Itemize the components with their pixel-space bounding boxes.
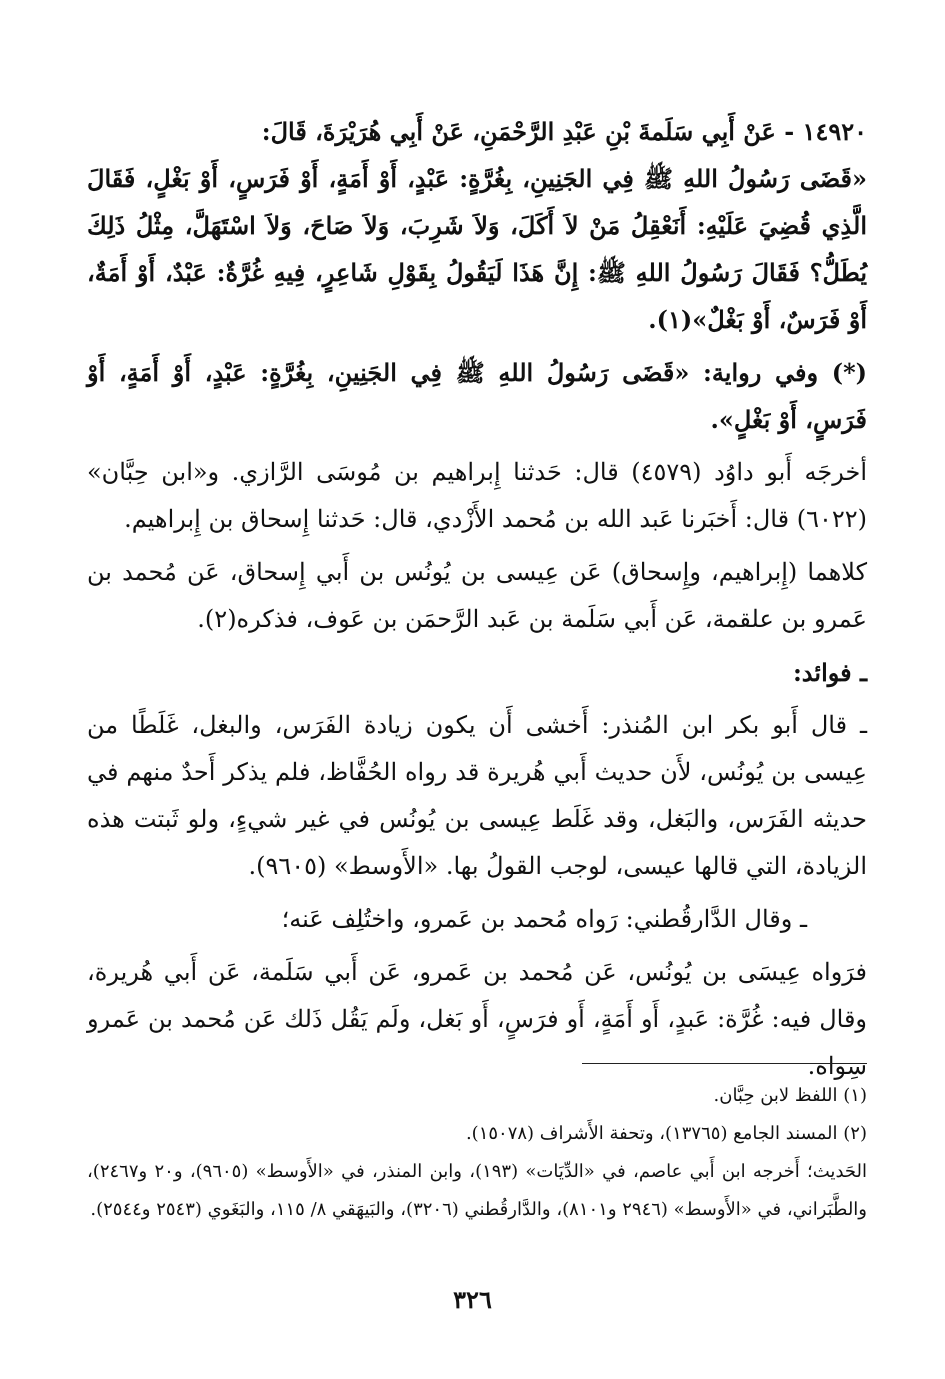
hadith-matn: «قَضَى رَسُولُ اللهِ ﷺ فِي الجَنِينِ، بِغُرَّةٍ: عَبْدٍ، أَوْ أَمَةٍ، أَوْ فَرَسٍ، أَوْ بَغْلٍ، فَقَالَ الَّذِي قُضِيَ عَلَيْهِ: أَنَعْقِلُ مَنْ لاَ أَكَلَ، وَلاَ شَرِبَ، وَلاَ صَاحَ، وَلاَ اسْتَهَلَّ، مِثْلُ ذَلِكَ يُطَلُّ؟ فَقَالَ رَسُولُ اللهِ ﷺ: إِنَّ هَذَا لَيَقُولُ بِقَوْلِ شَاعِرٍ، فِيهِ غُرَّةٌ: عَبْدٌ، أَوْ أَمَةٌ، أَوْ فَرَسٌ، أَوْ بَغْلٌ»(١). bbox=[87, 164, 867, 334]
fawaid-heading: ـ فوائد: bbox=[792, 658, 867, 687]
hadith-riwaya: (*) وفي رواية: «قَضَى رَسُولُ اللهِ ﷺ فِي الجَنِينِ، بِغُرَّةٍ: عَبْدٍ، أَوْ أَمَةٍ، أَوْ فَرَسٍ، أَوْ بَغْلٍ». bbox=[87, 358, 867, 434]
footnote-2: (٢) المسند الجامع (١٣٧٦٥)، وتحفة الأَشراف (١٥٠٧٨). bbox=[465, 1123, 867, 1144]
fawaid-paragraph-3: فرَواه عِيسَى بن يُونُس، عَن مُحمد بن عَمرو، عَن أَبي سَلَمة، عَن أَبي هُريرة، وقال فيه: غُرَّة: عَبدٍ، أَو أَمَةٍ، أَو فرَسٍ، أَو بَغل، ولَم يَقُل ذَلك عَن مُحمد بن عَمرو سِواه. bbox=[87, 958, 867, 1080]
hadith-number: ١٤٩٢٠ bbox=[802, 117, 867, 146]
takhrij-paragraph-2: كلاهما (إِبراهيم، وإِسحاق) عَن عِيسى بن يُونُس بن أَبي إِسحاق، عَن مُحمد بن عَمرو بن علقمة، عَن أَبي سَلَمة بن عَبد الرَّحمَن بن عَوف، فذكره(٢). bbox=[87, 558, 867, 633]
hadith-entry bbox=[87, 108, 867, 343]
footnote-1: (١) اللفظ لابن حِبَّان. bbox=[713, 1085, 867, 1106]
fawaid-paragraph-1: ـ قال أَبو بكر ابن المُنذر: أَخشى أَن يكون زيادة الفَرَس، والبغل، غَلَطًا من عِيسى بن يُونُس، لأَن حديث أَبي هُريرة قد رواه الحُفَّاظ، فلم يذكر أَحدٌ منهم في حديثه الفَرَس، والبَغل، وقد غَلَط عِيسى بن يُونُس في غير شيءٍ، ولو ثَبتت هذه الزيادة، التي قالها عيسى، لوجب القولُ بها. «الأَوسط» (٩٦٠٥). bbox=[87, 711, 867, 880]
main-text bbox=[87, 108, 867, 1090]
footnote-divider bbox=[582, 1063, 867, 1064]
footnotes bbox=[87, 1077, 867, 1229]
fawaid-paragraph-2: ـ وقال الدَّارقُطني: رَواه مُحمد بن عَمرو، واختُلِف عَنه؛ bbox=[281, 905, 807, 933]
hadith-isnad: - عَنْ أَبِي سَلَمةَ بْنِ عَبْدِ الرَّحْمَنِ، عَنْ أَبِي هُرَيْرَةَ، قَالَ: bbox=[261, 117, 795, 146]
takhrij-paragraph-1: أخرجَه أَبو داوُد (٤٥٧٩) قال: حَدثنا إِبراهيم بن مُوسَى الرَّازي. و«ابن حِبَّان» (٦٠٢٢) قال: أَخبَرنا عَبد الله بن مُحمد الأَزْدي، قال: حَدثنا إِسحاق بن إِبراهيم. bbox=[87, 458, 867, 533]
page-number: ٣٢٦ bbox=[453, 1285, 492, 1314]
footnote-2-continuation: الحَديث؛ أَخرجه ابن أَبي عاصم، في «الدِّيَات» (١٩٣)، وابن المنذر، في «الأَوسط» (٩٦٠٥)، و٢٠ و٢٤٦٧)، والطَّبَراني، في «الأَوسط» (٢٩٤٦ و٨١٠١)، والدَّارقُطني (٣٢٠٦)، والبَيهَقي ٨/ ١١٥، والبَغَوي (٢٥٤٣ و٢٥٤٤). bbox=[87, 1161, 867, 1220]
